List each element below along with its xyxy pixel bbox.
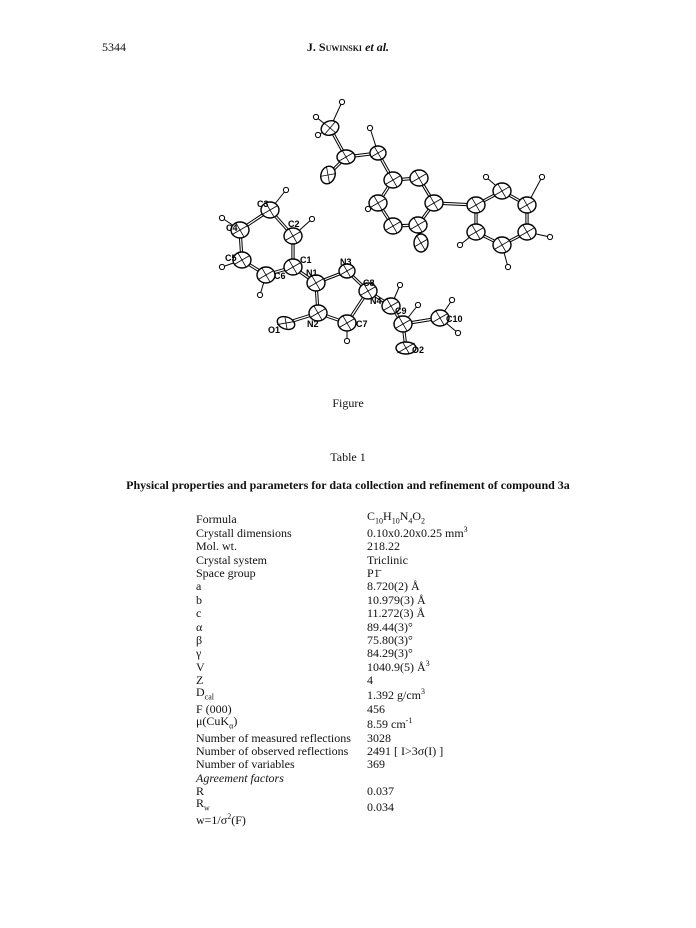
row-value: 0.10x0.20x0.25 $mm^3$ — [367, 524, 468, 540]
row-value — [367, 813, 567, 826]
row-label: Formula — [196, 512, 237, 527]
hydrogen-atom — [483, 174, 488, 179]
table-row — [196, 730, 567, 743]
row-label: Number of observed reflections — [196, 744, 349, 759]
table-row — [196, 552, 567, 565]
hydrogen-atom — [283, 187, 288, 192]
table-row — [196, 566, 567, 579]
row-value: Triclinic — [367, 552, 408, 567]
table-row — [196, 770, 567, 783]
row-value: 89.44(3)° — [367, 619, 413, 634]
row-label: F (000) — [196, 701, 232, 716]
running-head-author: J. Suwinski — [306, 40, 363, 54]
row-label: β — [196, 632, 203, 647]
atom-label: N3 — [340, 257, 352, 267]
row-label: R — [196, 784, 205, 799]
table-row — [196, 510, 567, 525]
hydrogen-atom — [367, 125, 372, 130]
hydrogen-atom — [547, 234, 552, 239]
hydrogen-atom — [315, 132, 320, 137]
table-row — [196, 757, 567, 770]
hydrogen-atom — [219, 215, 224, 220]
table-row — [196, 633, 567, 646]
atom-label: C5 — [225, 253, 237, 263]
molecule-figure — [190, 95, 580, 365]
row-value: 456 — [367, 701, 385, 716]
atom-label: C9 — [395, 306, 407, 316]
row-label: Space group — [196, 565, 256, 580]
row-label: $R_w$ — [196, 796, 210, 813]
table-title: Table 1 — [330, 450, 366, 464]
table-row — [196, 592, 567, 605]
atom-label: N1 — [306, 268, 318, 278]
table-row — [196, 673, 567, 686]
row-value: 1040.9(5) $Å^3$ — [367, 658, 430, 674]
atom-label: O1 — [268, 325, 281, 335]
row-label: Crystall dimensions — [196, 525, 292, 540]
row-value: 10.979(3) Å — [367, 592, 426, 607]
row-value: 84.29(3)° — [367, 646, 413, 661]
table-row — [196, 701, 567, 714]
page-number: 5344 — [102, 40, 126, 54]
row-value: 218.22 — [367, 539, 400, 554]
row-label: $D_{cal}$ — [196, 685, 214, 702]
hydrogen-atom — [219, 264, 224, 269]
table-row — [196, 525, 567, 538]
hydrogen-atom — [344, 338, 349, 343]
row-label: c — [196, 606, 202, 621]
row-label: μ(CuK$_\alpha$) — [196, 713, 238, 731]
hydrogen-atom — [505, 264, 510, 269]
atom-label: C7 — [356, 319, 368, 329]
row-label: Number of variables — [196, 757, 295, 772]
table-row — [196, 619, 567, 632]
hydrogen-atom — [257, 292, 262, 297]
figure-caption: Figure — [332, 396, 364, 410]
running-head-etal: et al. — [365, 40, 390, 54]
row-label: Number of measured reflections — [196, 730, 351, 745]
row-value: 75.80(3)° — [367, 632, 413, 647]
table-row — [196, 606, 567, 619]
row-value: 0.034 — [367, 799, 394, 814]
hydrogen-atom — [457, 242, 462, 247]
table-row — [196, 659, 567, 672]
atom-label: C6 — [274, 271, 286, 281]
hydrogen-atom — [449, 297, 454, 302]
row-value: 8.59 $cm^{-1}$ — [367, 716, 413, 732]
row-value: 4 — [367, 673, 373, 688]
row-label: Mol. wt. — [196, 539, 238, 554]
atom-label: C4 — [226, 223, 238, 233]
row-label: Z — [196, 673, 204, 688]
row-value: 2491 [ I>3σ(I) ] — [367, 744, 444, 759]
atom-label: O2 — [412, 345, 425, 355]
row-label: γ — [196, 646, 202, 661]
hydrogen-atom — [415, 302, 420, 307]
row-label: b — [196, 592, 202, 607]
row-label: Crystal system — [196, 552, 267, 567]
row-value: 369 — [367, 757, 385, 772]
table-row — [196, 579, 567, 592]
table-row — [196, 797, 567, 812]
row-value: P1̄ — [367, 565, 380, 580]
hydrogen-atom — [397, 282, 402, 287]
row-value: 3028 — [367, 730, 391, 745]
row-label: α — [196, 619, 203, 634]
row-value: $C_{10}H_{10}N_4O_2$ — [367, 509, 426, 526]
atom-label: C10 — [446, 314, 463, 324]
table-row — [196, 686, 567, 701]
table-row — [196, 744, 567, 757]
atom-label: N4 — [370, 296, 382, 306]
row-value — [367, 770, 567, 783]
atom-label: C3 — [257, 199, 269, 209]
hydrogen-atom — [339, 99, 344, 104]
parameters-table — [196, 510, 567, 826]
running-head — [0, 40, 696, 55]
row-label: Agreement factors — [196, 770, 284, 785]
table-row — [196, 646, 567, 659]
atom-label: C1 — [300, 255, 312, 265]
row-value: 1.392 $g/cm^3$ — [367, 687, 425, 703]
row-value: 0.037 — [367, 784, 394, 799]
row-label: V — [196, 659, 205, 674]
atom-label: C2 — [288, 219, 300, 229]
row-value: 8.720(2) Å — [367, 579, 420, 594]
hydrogen-atom — [455, 330, 460, 335]
table-row — [196, 813, 567, 826]
row-label: a — [196, 579, 202, 594]
row-value: 11.272(3) Å — [367, 606, 426, 621]
hydrogen-atom — [539, 174, 544, 179]
table-row — [196, 784, 567, 797]
hydrogen-atom — [309, 216, 314, 221]
hydrogen-atom — [313, 114, 318, 119]
table-row — [196, 715, 567, 730]
row-label: $w=1/\sigma^2(F)$ — [196, 811, 246, 827]
atom-label: C8 — [363, 278, 375, 288]
ortep-drawing — [190, 95, 580, 365]
table-caption: Physical properties and parameters for data collection and refinement of compound 3a — [126, 478, 570, 492]
table-row — [196, 539, 567, 552]
atom-label: N2 — [307, 319, 319, 329]
